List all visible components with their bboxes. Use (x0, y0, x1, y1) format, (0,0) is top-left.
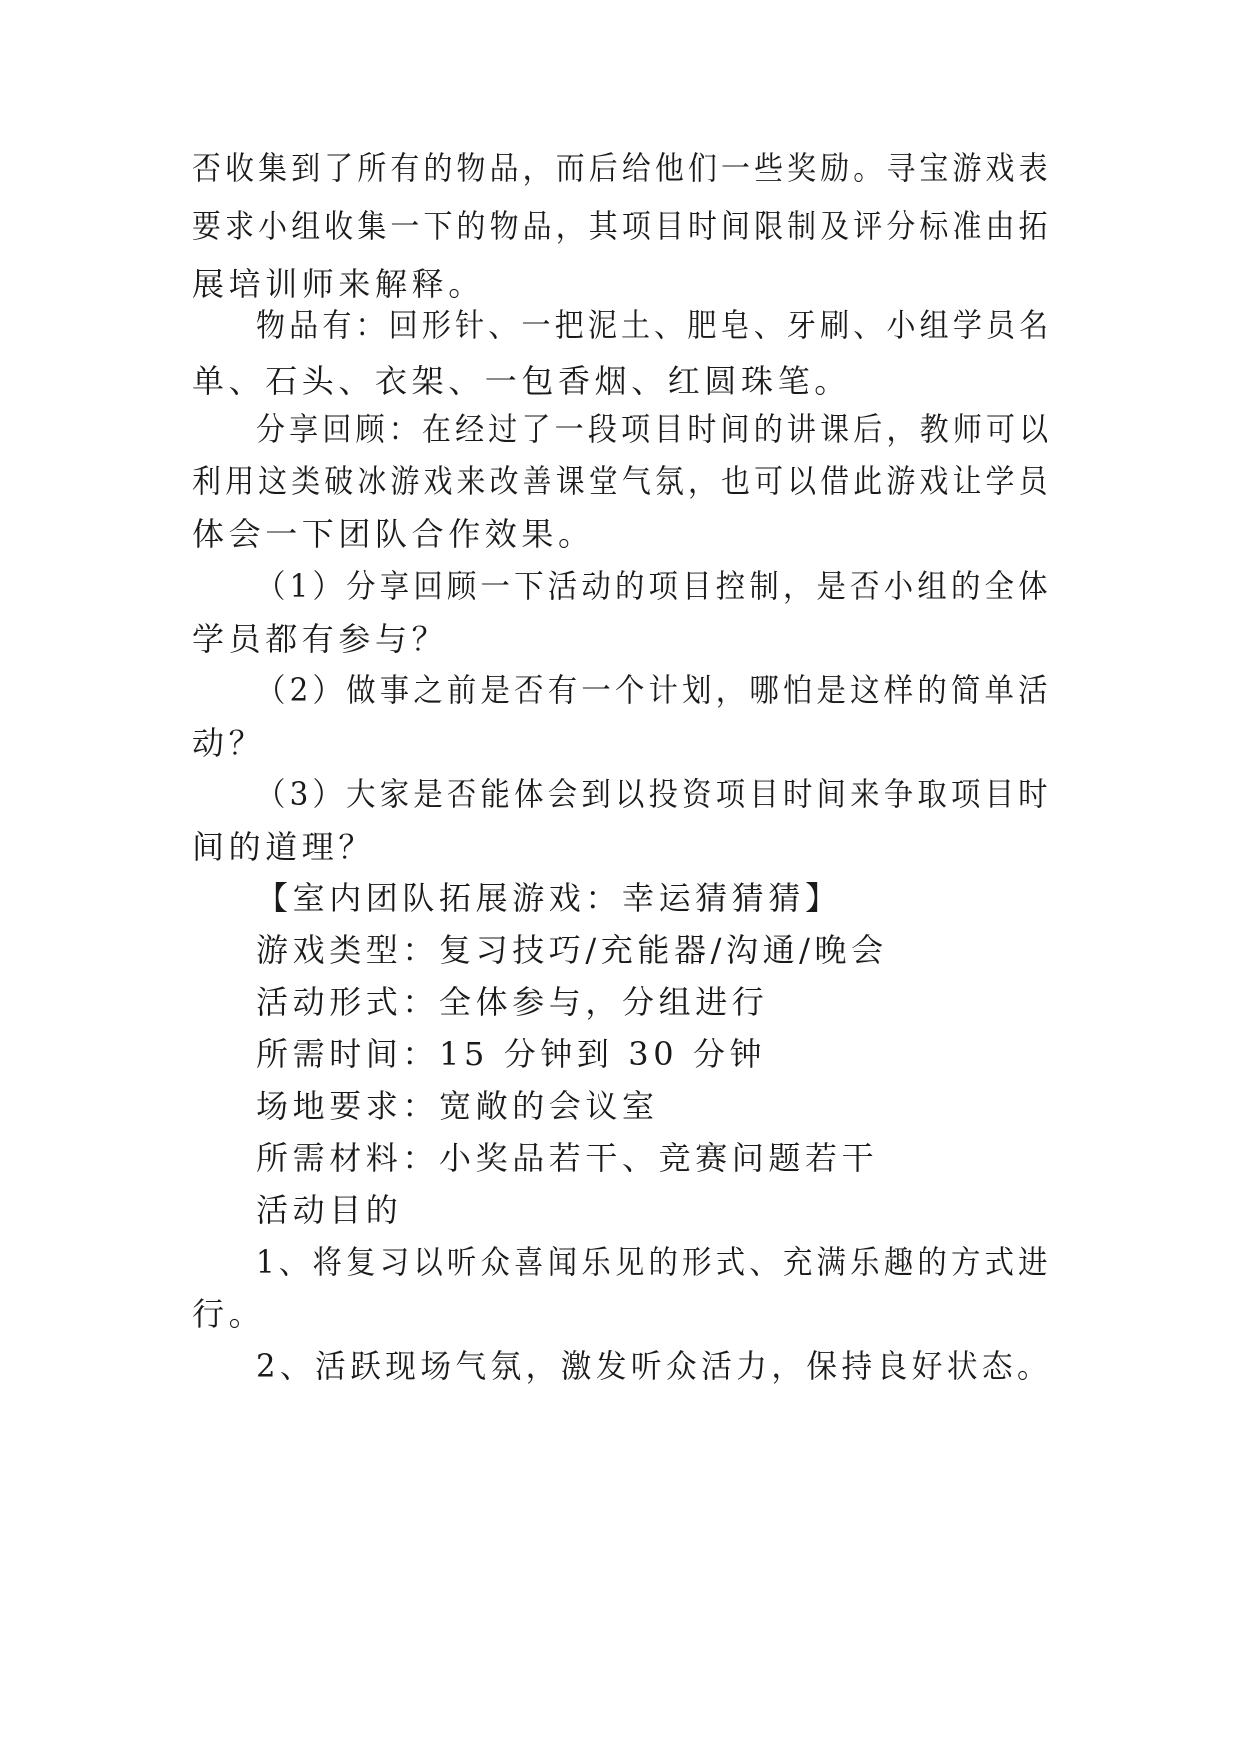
text-line: 2、活跃现场气氛，激发听众活力，保持良好状态。 (256, 1347, 1053, 1385)
text-line: 间的道理？ (192, 828, 376, 866)
text-line: 学员都有参与？ (192, 620, 449, 658)
text-line: 单、石头、衣架、一包香烟、红圆珠笔。 (192, 362, 851, 400)
text-line: 所需时间：15 分钟到 30 分钟 (256, 1035, 767, 1073)
text-line: 游戏类型：复习技巧/充能器/沟通/晚会 (256, 931, 888, 969)
text-line: （3）大家是否能体会到以投资项目时间来争取项目时 (256, 775, 1052, 813)
text-line: 动？ (192, 724, 266, 762)
text-line: （2）做事之前是否有一个计划，哪怕是这样的简单活 (256, 671, 1052, 709)
text-line: （1）分享回顾一下活动的项目控制，是否小组的全体 (256, 567, 1052, 605)
text-line: 分享回顾：在经过了一段项目时间的讲课后，教师可以 (256, 410, 1053, 448)
text-line: 场地要求：宽敞的会议室 (256, 1087, 659, 1125)
text-line: 行。 (192, 1295, 266, 1333)
text-line: 要求小组收集一下的物品，其项目时间限制及评分标准由拓 (192, 207, 1052, 245)
text-line: 活动目的 (256, 1191, 403, 1229)
text-line: 否收集到了所有的物品，而后给他们一些奖励。寻宝游戏表 (192, 149, 1052, 187)
text-line: 所需材料：小奖品若干、竞赛问题若干 (256, 1139, 879, 1177)
text-line: 物品有：回形针、一把泥土、肥皂、牙刷、小组学员名 (256, 306, 1053, 344)
text-line: 活动形式：全体参与，分组进行 (256, 983, 769, 1021)
text-line: 利用这类破冰游戏来改善课堂气氛，也可以借此游戏让学员 (192, 462, 1052, 500)
section-heading: 【室内团队拓展游戏：幸运猜猜猜】 (256, 879, 842, 917)
text-line: 1、将复习以听众喜闻乐见的形式、充满乐趣的方式进 (256, 1243, 1052, 1281)
text-line: 展培训师来解释。 (192, 265, 485, 303)
text-line: 体会一下团队合作效果。 (192, 515, 595, 553)
